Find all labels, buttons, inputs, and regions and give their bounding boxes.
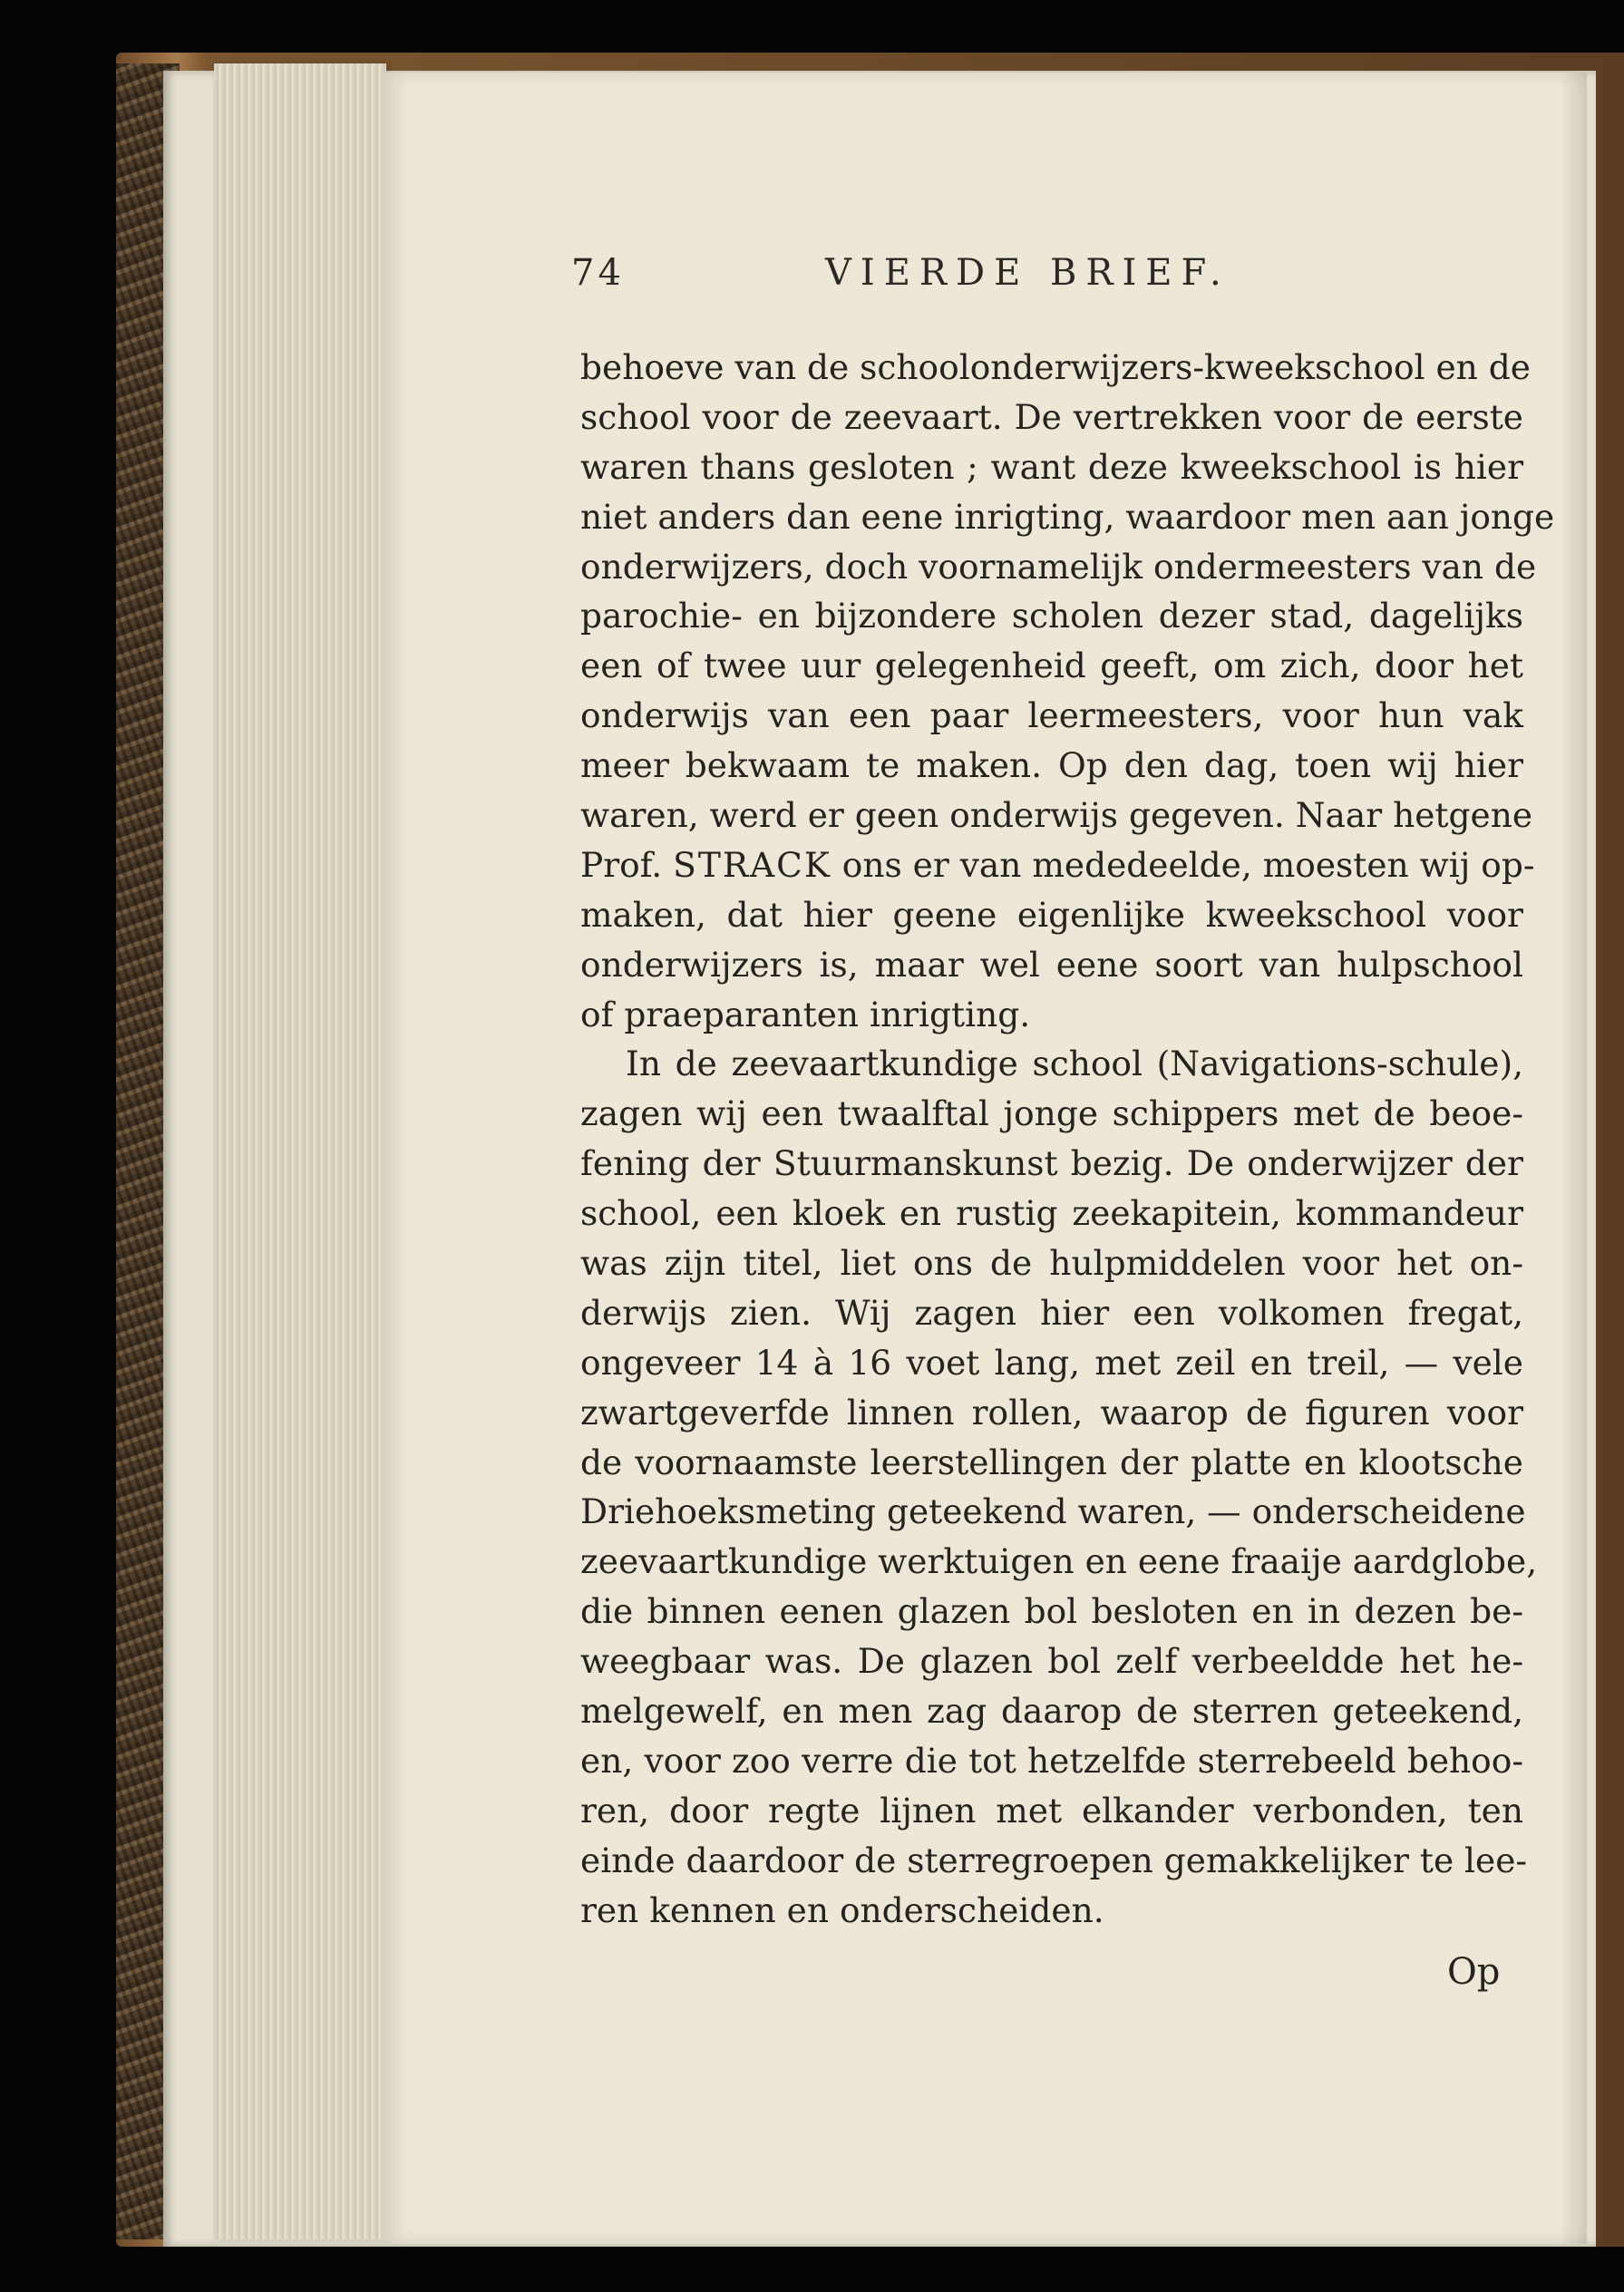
text-line: meer bekwaam te maken. Op den dag, toen wij hier [580,745,1523,786]
text-fragment: Prof. [580,844,674,885]
text-line: onderwijs van een paar leermeesters, voor hun vak [580,695,1523,736]
text-line: einde daardoor de sterregroepen gemakkelijker te lee- [580,1840,1528,1880]
text-line: ren kennen en onderscheiden. [580,1889,1104,1930]
page-edges [214,63,386,2239]
body-text [580,343,1555,1936]
text-line: waren thans gesloten ; want deze kweekschool is hier [580,446,1523,487]
text-line: fening der Stuurmanskunst bezig. De onderwijzer der [580,1143,1523,1184]
text-line: of praeparanten inrigting. [580,994,1031,1034]
text-line: en, voor zoo verre die tot hetzelfde sterrebeeld behoo- [580,1740,1523,1781]
text-line: parochie- en bijzondere scholen dezer stad, dagelijks [580,596,1523,636]
text-line: Driehoeksmeting geteekend waren, — onderscheidene [580,1491,1526,1532]
text-line: ren, door regte lijnen met elkander verbonden, ten [580,1790,1523,1831]
text-line: In de zeevaartkundige school (Navigations-schule), [626,1044,1523,1084]
text-line: derwijs zien. Wij zagen hier een volkomen fregat, [580,1292,1523,1333]
text-line: onderwijzers is, maar wel eene soort van hulpschool [580,944,1523,985]
page-header [571,252,1297,306]
text-line: melgewelf, en men zag daarop de sterren geteekend, [580,1691,1523,1732]
text-line: zagen wij een twaalftal jonge schippers met de beoe- [580,1093,1523,1134]
text-line: onderwijzers, doch voornamelijk ondermeesters van de [580,546,1537,587]
person-name: STRACK [673,844,831,885]
text-line: zwartgeverfde linnen rollen, waarop de figuren voor [580,1392,1523,1432]
text-line: niet anders dan eene inrigting, waardoor men aan jonge [580,496,1555,537]
running-head: VIERDE BRIEF. [825,252,1230,294]
text-line: school, een kloek en rustig zeekapitein, kommandeur [580,1193,1523,1234]
text-line: behoeve van de schoolonderwijzers-kweekschool en de [580,347,1531,387]
text-line: maken, dat hier geene eigenlijke kweekschool voor [580,894,1523,935]
text-line: school voor de zeevaart. De vertrekken voor de eerste [580,396,1523,437]
text-line: de voornaamste leerstellingen der platte en klootsche [580,1442,1523,1482]
text-line: ongeveer 14 à 16 voet lang, met zeil en treil, — vele [580,1342,1523,1383]
catchword: Op [1447,1951,1501,1993]
text-line: een of twee uur gelegenheid geeft, om zich, door het [580,646,1523,686]
text-line: was zijn titel, liet ons de hulpmiddelen voor het on- [580,1243,1523,1284]
text-line [580,840,1535,890]
text-fragment: ons er van mededeelde, moesten wij op- [831,844,1535,885]
page-number: 74 [571,252,625,294]
text-line: die binnen eenen glazen bol besloten en in dezen be- [580,1591,1523,1632]
text-line: zeevaartkundige werktuigen en eene fraaije aardglobe, [580,1541,1538,1582]
text-line: waren, werd er geen onderwijs gegeven. Naar hetgene [580,795,1533,836]
text-line: weegbaar was. De glazen bol zelf verbeeldde het he- [580,1641,1523,1682]
